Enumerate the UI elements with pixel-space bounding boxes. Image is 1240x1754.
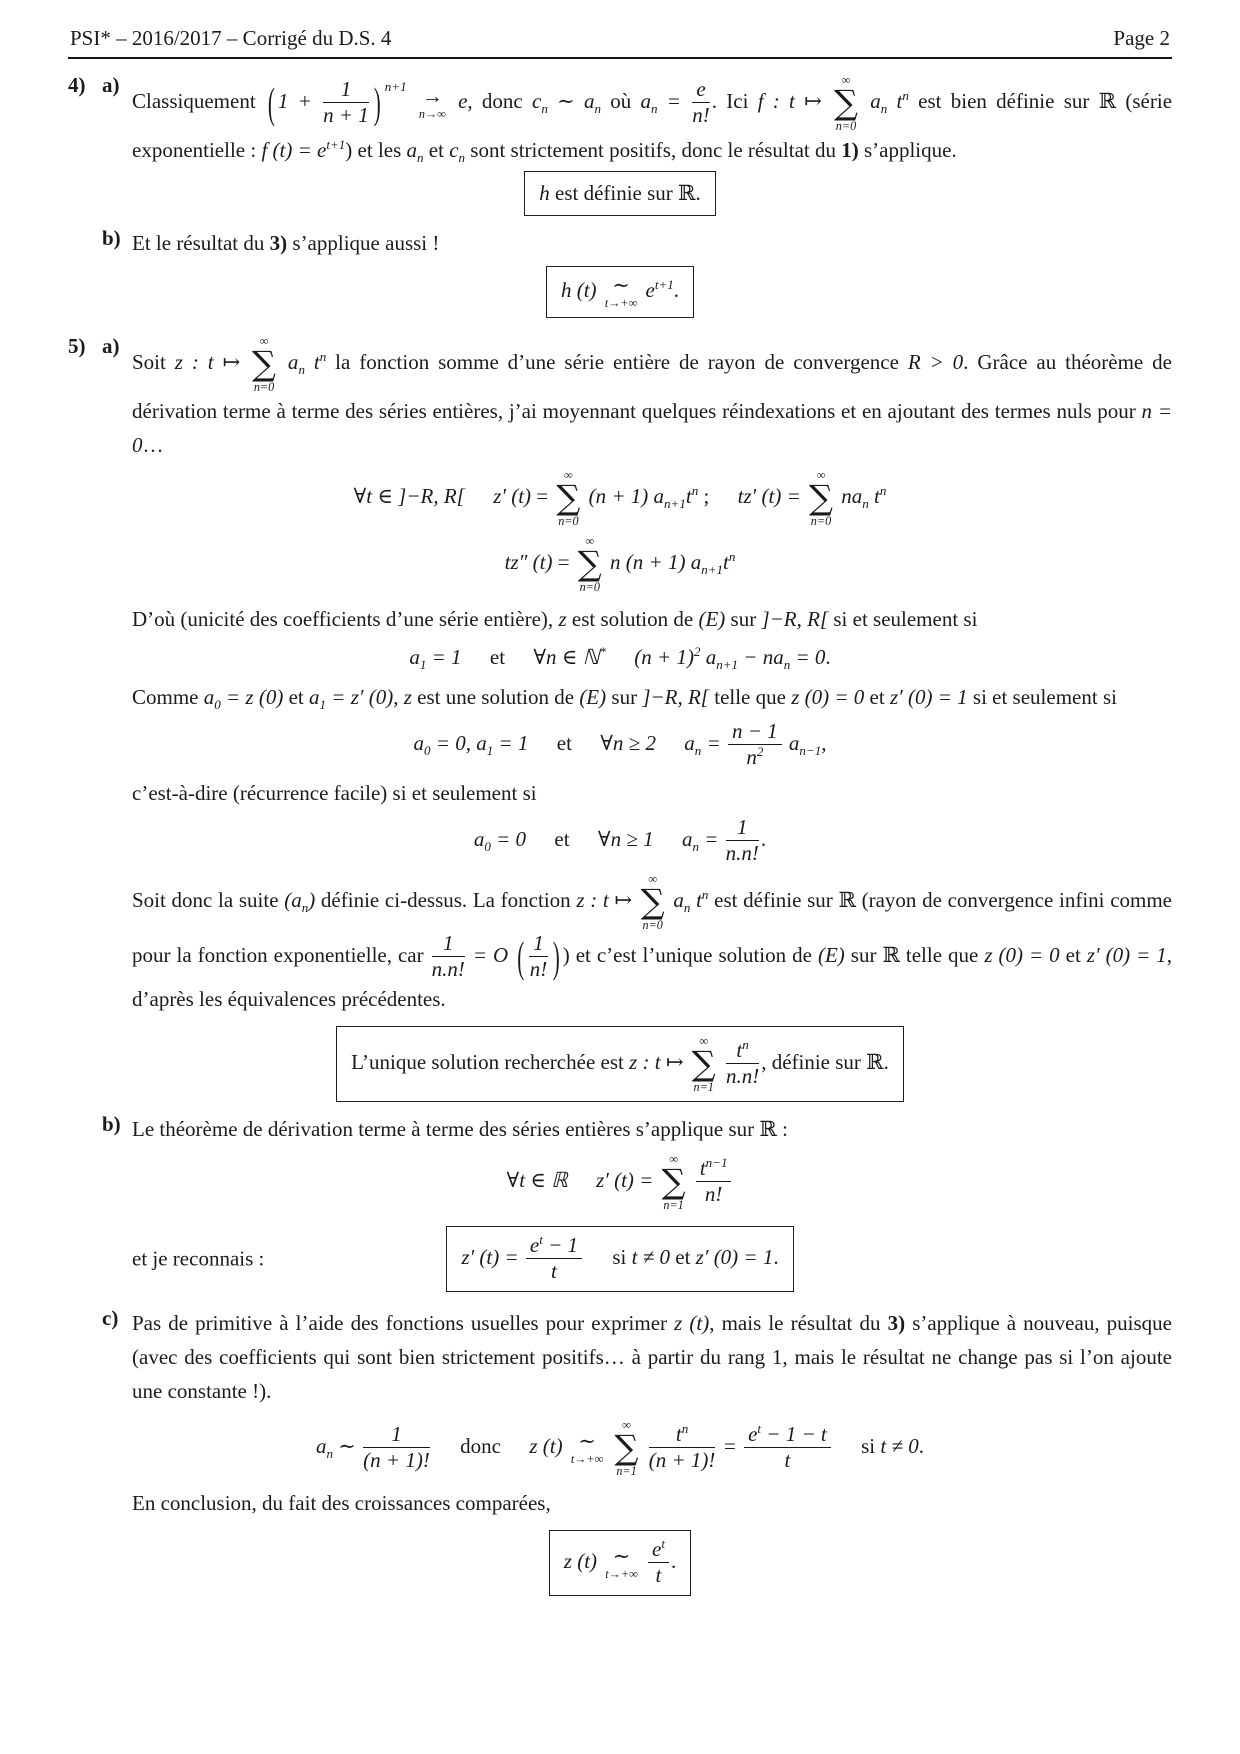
result-box-h-equiv-wrap [68, 266, 1172, 318]
item-4a [68, 73, 1172, 167]
paragraph-dou: D’où (unicité des coefficients d’une série entière), z est solution de (E) sur ]−R, R[ si et seulement si [132, 607, 978, 632]
equation-z-prime-series: ∀t ∈ ℝ z′ (t) = ∞ ∑ n=1 $\frac{t^{n-1}}{n!}$ [68, 1152, 1172, 1212]
header-page-number: Page 2 [1113, 26, 1170, 50]
result-box-unique-solution-wrap [68, 1026, 1172, 1102]
item-5b-paragraph: Le théorème de dérivation terme à terme des séries entières s’applique sur ℝ : [132, 1116, 788, 1141]
equation-an-closed-form: $a_0 = 0$ et ∀n ≥ 1 $a_n$ = $\frac{1}{n.n!}$ . [473, 814, 767, 866]
paragraph-comme: Comme $a_0 = z$ (0) et $a_1 = z'$ (0), z est une solution de (E) sur ]−R, R[ telle que z (0) = 0 et z′ (0) = 1 si et seulement si [132, 684, 1117, 712]
paragraph-cest-a-dire: c’est-à-dire (récurrence facile) si et seulement si [132, 780, 537, 805]
equation-derivatives-line2: tz″ (t) = ∞ ∑ n=0 n (n + 1) $a_{n+1}t^n$ [504, 534, 736, 595]
result-box-h-defined: h est définie sur ℝ. [524, 171, 716, 216]
result-box-final: z (t) ∼ t→+∞ $\frac{e^t}{t}$ . [549, 1530, 691, 1596]
item-4b-label: b) [102, 226, 121, 251]
item-5c-label: c) [102, 1305, 119, 1330]
header-rule [68, 57, 1172, 59]
item-5a-label: a) [102, 334, 120, 359]
item-4b [68, 226, 1172, 260]
result-box-h-defined-wrap [68, 171, 1172, 216]
paragraph-soit-donc: Soit donc la suite $(a_n)$ définie ci-dessus. La fonction z : t ↦ ∞ ∑ n=0 $a_n$ $t^n$ est définie sur ℝ (rayon de convergence infini comme pour la fonction exponentielle, car $\frac{1}{n.n!}$ = O ( $\frac{1}{n!}$ ) ) et c’est l’unique solution de (E) sur ℝ telle que z (0) = 0 et z′ (0) = 1, d’après les équivalences précédentes. [132, 871, 1173, 1011]
result-box-final-wrap [68, 1530, 1172, 1596]
result-box-z-prime: z′ (t) = $\frac{e^t - 1}{t}$ si t ≠ 0 et z′ (0) = 1. [446, 1226, 793, 1292]
result-box-unique-solution: L’unique solution recherchée est z : t ↦ ∞ ∑ n=1 $\frac{t^n}{n.n!}$ , définie sur ℝ. [336, 1026, 904, 1102]
label-je-reconnais: et je reconnais : [132, 1246, 265, 1271]
header-title: PSI* – 2016/2017 – Corrigé du D.S. 4 [70, 26, 392, 50]
item-4a-label: a) [102, 73, 120, 97]
equation-derivatives-line1: ∀t ∈ ]−R, R[ z′ (t) = ∞ ∑ n=0 (n + 1) $a_{n+1}t^n$ ; tz′ (t) = ∞ ∑ n=0 $na_n$ $t^n$ [353, 468, 887, 529]
item-4-number: 4) [68, 73, 86, 97]
row-je-reconnais [68, 1226, 1172, 1292]
item-5b-label: b) [102, 1111, 121, 1136]
item-4a-paragraph: Classiquement ( 1 + $\frac{1}{n + 1}$ ) $^{n+1}$ → n→∞ e, donc $c_n$ ∼ $a_n$ où $a_n$ = $\frac{e}{n!}$ . Ici f : t ↦ ∞ ∑ n=0 $a_n$ $t^n$ est bien définie sur ℝ (série exponentielle : f $(t) = e^{t+1}$) et les $a_n$ et $c_n$ sont strictement positifs, donc le résultat du 1) s’applique. [132, 73, 1173, 166]
item-5c [68, 1306, 1172, 1408]
item-5c-paragraph: Pas de primitive à l’aide des fonctions usuelles pour exprimer z (t), mais le résultat du 3) s’applique à nouveau, puisque (avec des coefficients qui sont bien strictement positifs… à partir du rang 1, mais le résultat ne change pas si l’on ajoute une constante !). [132, 1310, 1172, 1403]
equation-equivalent-z: $a_n$ ∼ $\frac{1}{(n + 1)!}$ donc z (t) ∼ t→+∞ ∞ ∑ n=1 $\frac{t^n}{(n + 1)!}$ = $\frac{e^t - 1 - t}{t}$ si t ≠ 0. [316, 1417, 924, 1478]
item-5b [68, 1112, 1172, 1146]
item-5a [68, 334, 1172, 462]
page-header [68, 26, 1172, 57]
equation-coefficients: $a_1 = 1$ et ∀n ∈ ℕ* $(n + 1)^2$ $a_{n+1} - na_n = 0$. [409, 644, 831, 673]
item-5-number: 5) [68, 334, 86, 359]
result-box-h-equiv: h (t) ∼ t→+∞ $e^{t+1}$. [546, 266, 694, 318]
item-5a-paragraph: Soit z : t ↦ ∞ ∑ n=0 $a_n$ $t^n$ la fonction somme d’une série entière de rayon de convergence R > 0. Grâce au théorème de dérivation terme à terme des séries entières, j’ai moyennant quelques réindexations et en ajoutant des termes nuls pour n = 0… [132, 334, 1172, 458]
equation-recurrence: $a_0 = 0$, $a_1 = 1$ et ∀n ≥ 2 $a_n$ = $\frac{n - 1}{n^2}$ $a_{n-1}$, [413, 718, 827, 770]
item-4b-paragraph: Et le résultat du 3) s’applique aussi ! [132, 231, 440, 256]
paragraph-conclusion: En conclusion, du fait des croissances comparées, [132, 1490, 551, 1515]
